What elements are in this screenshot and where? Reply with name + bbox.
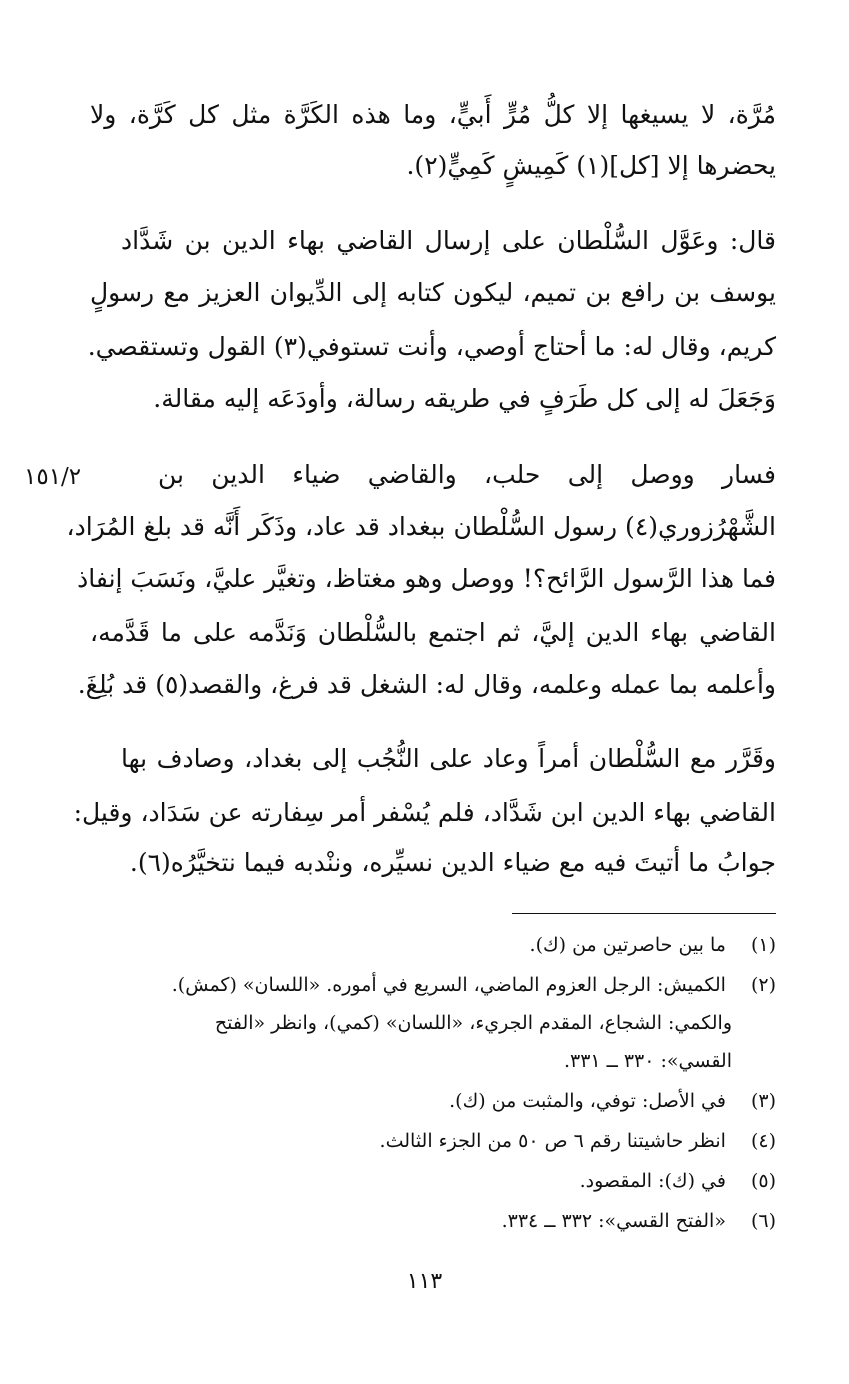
- footnote-number: (٦): [750, 1210, 776, 1232]
- text-line-7: فسار ووصل إلى حلب، والقاضي ضياء الدين بن: [158, 460, 776, 489]
- text-line-11: وأعلمه بما عمله وعلمه، وقال له: الشغل قد فرغ، والقصد(٥) قد بُلِغَ.: [77, 670, 776, 699]
- footnote-text: ما بين حاصرتين من (ك).: [529, 934, 726, 956]
- text-line-5: كريم، وقال له: ما أحتاج أوصي، وأنت تستوفي(٣) القول وتستقصي.: [87, 332, 776, 361]
- footnote-2-cont-2: القسي»: ٣٣٠ ــ ٣٣١.: [563, 1050, 732, 1072]
- footnote-text: «الفتح القسي»: ٣٣٢ ــ ٣٣٤.: [501, 1210, 726, 1232]
- text-line-12: وقَرَّر مع السُّلْطان أمراً وعاد على النُّجُب إلى بغداد، وصادف بها: [121, 744, 776, 773]
- page-number: ١١٣: [406, 1269, 443, 1294]
- text-line-10: القاضي بهاء الدين إليَّ، ثم اجتمع بالسُّلْطان وَنَدَّمه على ما قَدَّمه،: [90, 618, 776, 647]
- footnote-text: في (ك): المقصود.: [579, 1170, 726, 1192]
- footnote-1: [530, 928, 776, 962]
- footnote-number: (٢): [750, 974, 776, 996]
- footnote-text: الكميش: الرجل العزوم الماضي، السريع في أموره. «اللسان» (كمش).: [171, 974, 726, 996]
- text-line-14: جوابُ ما أتيتَ فيه مع ضياء الدين نسيِّره، وننْدبه فيما نتخيَّرُه(٦).: [129, 848, 776, 877]
- text-line-9: فما هذا الرَّسول الرَّائح؟! ووصل وهو مغتاظ، وتغيَّر عليَّ، ونَسَبَ إنفاذ: [77, 564, 776, 593]
- footnote-text: انظر حاشيتنا رقم ٦ ص ٥٠ من الجزء الثالث.: [379, 1130, 726, 1152]
- text-line-1: مُرَّة، لا يسيغها إلا كلُّ مُرٍّ أَبيٍّ، وما هذه الكَرَّة مثل كل كَرَّة، ولا: [90, 100, 776, 129]
- text-line-8: الشَّهْرُزوري(٤) رسول السُّلْطان ببغداد قد عاد، وذَكَر أَنَّه قد بلغ المُرَاد،: [66, 512, 776, 541]
- footnote-divider: [512, 913, 776, 914]
- footnote-number: (١): [750, 934, 776, 956]
- text-line-6: وَجَعَلَ له إلى كل طَرَفٍ في طريقه رسالة، وأودَعَه إليه مقالة.: [153, 384, 776, 413]
- text-line-13: القاضي بهاء الدين ابن شَدَّاد، فلم يُسْفر أمر سِفارته عن سَدَاد، وقيل:: [73, 798, 776, 827]
- margin-reference: ١٥١/٢: [24, 464, 82, 490]
- footnote-2-cont-1: والكمي: الشجاع، المقدم الجريء، «اللسان» (كمي)، وانظر «الفتح: [214, 1012, 732, 1034]
- text-line-2: يحضرها إلا [كل](١) كَمِيشٍ كَمِيٍّ(٢).: [406, 151, 776, 180]
- footnote-number: (٥): [750, 1170, 776, 1192]
- footnote-3: [449, 1084, 776, 1118]
- footnote-2: [172, 968, 776, 1002]
- footnote-text: في الأصل: توفي، والمثبت من (ك).: [449, 1090, 726, 1112]
- text-line-3: قال: وعَوَّل السُّلْطان على إرسال القاضي بهاء الدين بن شَدَّاد: [121, 226, 776, 255]
- footnote-4: [380, 1124, 776, 1158]
- footnote-6: [502, 1204, 776, 1238]
- footnote-5: [580, 1164, 776, 1198]
- footnote-number: (٣): [750, 1090, 776, 1112]
- text-line-4: يوسف بن رافع بن تميم، ليكون كتابه إلى الدِّيوان العزيز مع رسولٍ: [90, 278, 776, 307]
- footnote-number: (٤): [750, 1130, 776, 1152]
